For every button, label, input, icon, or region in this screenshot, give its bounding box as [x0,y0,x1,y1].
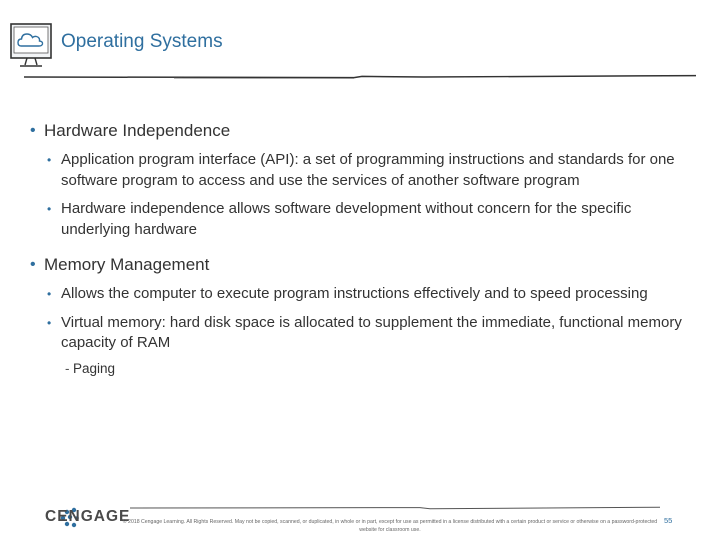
list-item [30,313,702,354]
page-number: 55 [664,516,673,525]
bullet-text: Allows the computer to execute program instructions effectively and to speed processing [61,285,648,302]
copyright-notice: © 2018 Cengage Learning. All Rights Reserved. May not be copied, scanned, or duplicated, in whole or in part, except for use as permitted in a license distributed with a certain product or service or otherwise on a password-protected website for classroom use. [122,519,658,533]
list-item [30,284,702,305]
bullet-text: Application program interface (API): a set of programming instructions and standards for one software program to access and use the services of another software program [61,151,675,189]
heading-hardware-independence [30,120,702,142]
bullet-icon: • [47,153,52,167]
bullet-icon: • [47,287,52,301]
bullet-icon: • [30,122,36,139]
bullet-icon: • [30,256,36,273]
list-item [30,199,702,240]
bullet-icon: • [47,202,52,216]
heading-memory-management [30,254,702,276]
list-item [30,150,702,191]
bullet-text: Hardware independence allows software development without concern for the specific underlying hardware [61,200,632,238]
bullet-text: Virtual memory: hard disk space is allocated to supplement the immediate, functional memory capacity of RAM [61,313,682,351]
sub-bullet-text: Paging [73,360,116,376]
page-title: Operating Systems [61,31,223,52]
bullet-icon: • [47,315,52,330]
slide-content [30,120,702,378]
cloud-monitor-icon [8,18,54,70]
title-divider [24,72,696,84]
sub-list-item [30,360,702,378]
brand-name: CENGAGE [45,508,131,525]
section-heading: Memory Management [44,255,210,274]
footer-divider [130,504,660,512]
dash-icon: - [65,360,70,376]
section-heading: Hardware Independence [44,121,231,140]
